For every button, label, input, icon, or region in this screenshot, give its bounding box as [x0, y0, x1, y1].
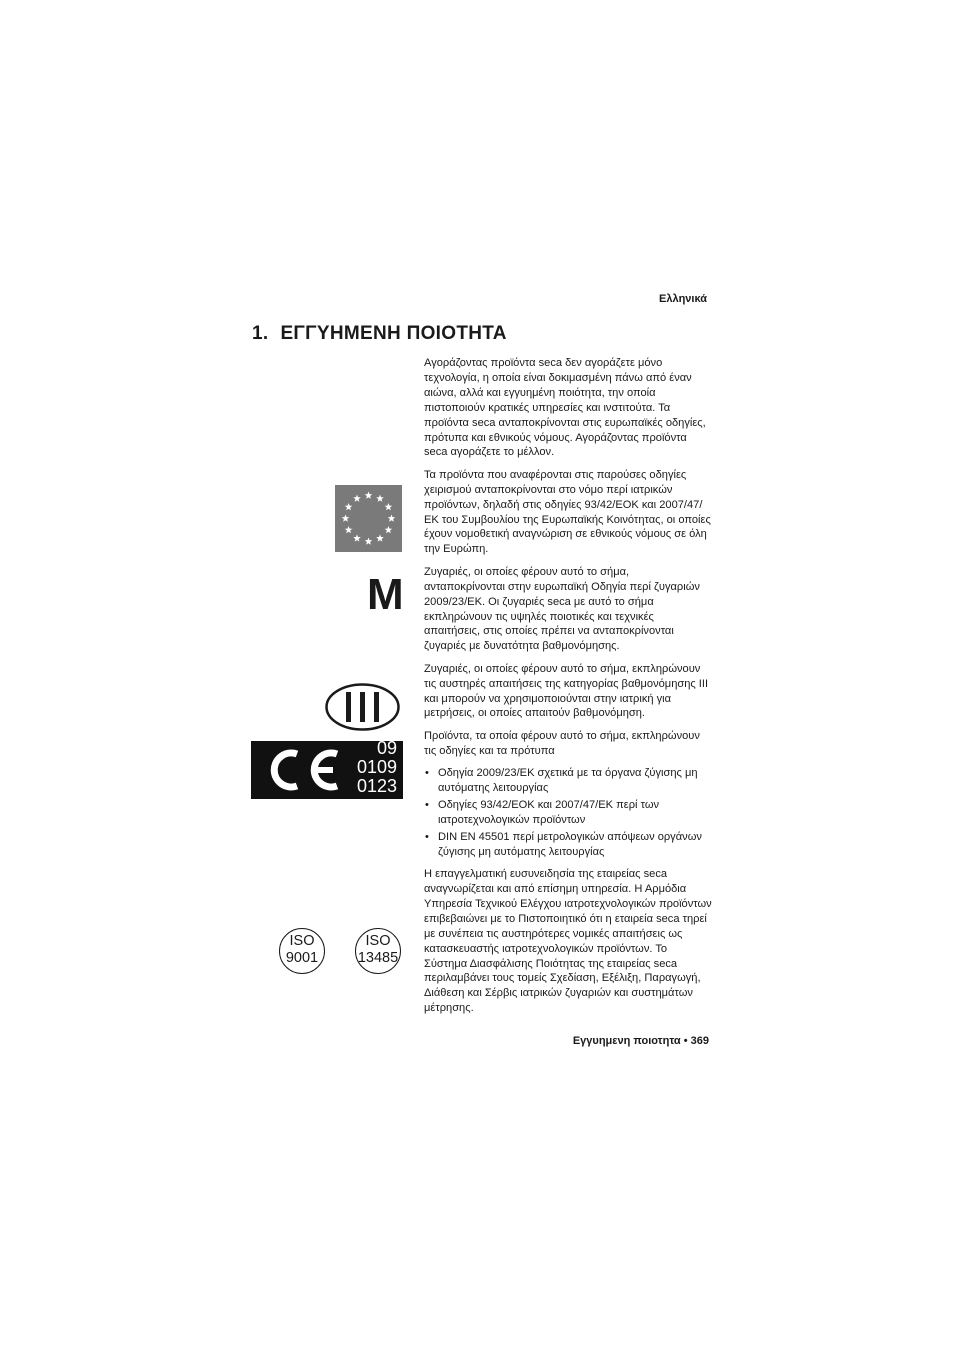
section-title-text: ΕΓΓΥΗΜΕΝΗ ΠΟΙΟΤΗΤΑ — [280, 323, 507, 344]
ce-mark — [251, 738, 403, 799]
ce-numbers — [357, 739, 397, 796]
page-footer: Εγγυημενη ποιοτητα • 369 — [572, 1035, 709, 1047]
paragraph-ce-mark: Προϊόντα, τα οποία φέρουν αυτό το σήμα, εκπληρώνουν τις οδηγίες και τα πρότυπα — [424, 729, 700, 757]
ce-number: 0123 — [356, 776, 397, 796]
paragraph-accuracy-class: Ζυγαριές, οι οποίες φέρουν αυτό το σήμα, εκπληρώνουν τις αυστηρές απαιτήσεις της κατηγορίας βαθμονόμησης III και μπορούν να χρησιμοποιούνται στην ιατρική για μετρήσεις, οι οποίες απαιτούν βαθμονόμηση. — [424, 662, 709, 720]
list-item: • Οδηγία 2009/23/ΕΚ σχετικά με τα όργανα ζύγισης μη αυτόματης λειτουργίας — [424, 766, 712, 796]
list-item: • Οδηγίες 93/42/ΕΟΚ και 2007/47/ΕΚ περί των ιατροτεχνολογικών προϊόντων — [424, 798, 712, 828]
iso-label: ISO — [365, 933, 391, 949]
paragraph-medical-devices: Τα προϊόντα που αναφέρονται στις παρούσες οδηγίες χειρισμού ανταποκρίνονται στο νόμο περί ιατρικών προϊόντων, δηλαδή στις οδηγίες 93/42/ΕΟΚ και 2007/47/ΕΚ του Συμβουλίου της Ευρωπαϊκής Κοινότητας, οι οποίες έχουν νομοθετική αναγνώριση σε εθνικούς νόμους σε όλη την Ευρώπη. — [424, 468, 711, 556]
body-text — [424, 356, 712, 1024]
ce-number: 09 — [376, 738, 397, 758]
iso-number: 13485 — [357, 950, 399, 966]
paragraph-intro: Αγοράζοντας προϊόντα seca δεν αγοράζετε μόνο τεχνολογία, η οποία είναι δοκιμασμένη πάνω από έναν αιώνα, αλλά και εγγυημένη ποιότητα, την οποία πιστοποιούν κρατικές υπηρεσίες και ινστιτούτα. Τα προϊόντα seca ανταποκρίνονται στις ευρωπαϊκές οδηγίες, πρότυπα και εθνικούς νόμους. Αγοράζοντας προϊόντα seca αγοράζετε το μέλλον. — [424, 357, 706, 459]
language-label: Ελληνικά — [659, 293, 707, 305]
iso-number: 9001 — [285, 950, 319, 966]
metrology-m-mark: M — [367, 570, 404, 619]
ce-number: 0109 — [356, 757, 397, 777]
paragraph-metrology-mark: Ζυγαριές, οι οποίες φέρουν αυτό το σήμα, ανταποκρίνονται στην ευρωπαϊκή Οδηγία περί ζυγαριών 2009/23/ΕΚ. Οι ζυγαριές seca με αυτό το σήμα εκπληρώνουν τις υψηλές ποιοτικές και τεχνικές απαιτήσεις, στις οποίες πρέπει να ανταποκρίνονται ζυγαριές με δυνατότητα βαθμονόμησης. — [424, 565, 700, 653]
section-title — [252, 323, 507, 345]
eu-flag-icon — [335, 485, 402, 552]
paragraph-iso-certification: Η επαγγελματική ευσυνειδησία της εταιρείας seca αναγνωρίζεται και από επίσημη υπηρεσία. Η Αρμόδια Υπηρεσία Τεχνικού Ελέγχου ιατροτεχνολογικών προϊόντων επιβεβαιώνει με το Πιστοποιητικό ότι η εταιρεία seca τηρεί με συνέπεια τις αυστηρότερες νομικές απαιτήσεις ως κατασκευαστής ιατροτεχνολογικών προϊόντων. Το Σύστημα Διασφάλισης Ποιότητας της εταιρείας seca περιλαμβάνει τους τομείς Σχεδίαση, Εξέλιξη, Παραγωγή, Διάθεση και Σέρβις ιατρικών ζυγαριών και συστημάτων μέτρησης. — [424, 868, 712, 1015]
section-number: 1. — [252, 323, 269, 344]
iso-9001-badge — [279, 928, 325, 974]
iso-label: ISO — [289, 933, 315, 949]
list-item: • DIN EN 45501 περί μετρολογικών απόψεων οργάνων ζύγισης μη αυτόματης λειτουργίας — [424, 830, 712, 860]
iso-13485-badge — [355, 928, 401, 974]
accuracy-class-mark — [325, 683, 400, 731]
ce-logo-icon — [261, 748, 343, 792]
standards-list — [424, 766, 712, 859]
accuracy-class-oval-icon — [325, 683, 400, 731]
